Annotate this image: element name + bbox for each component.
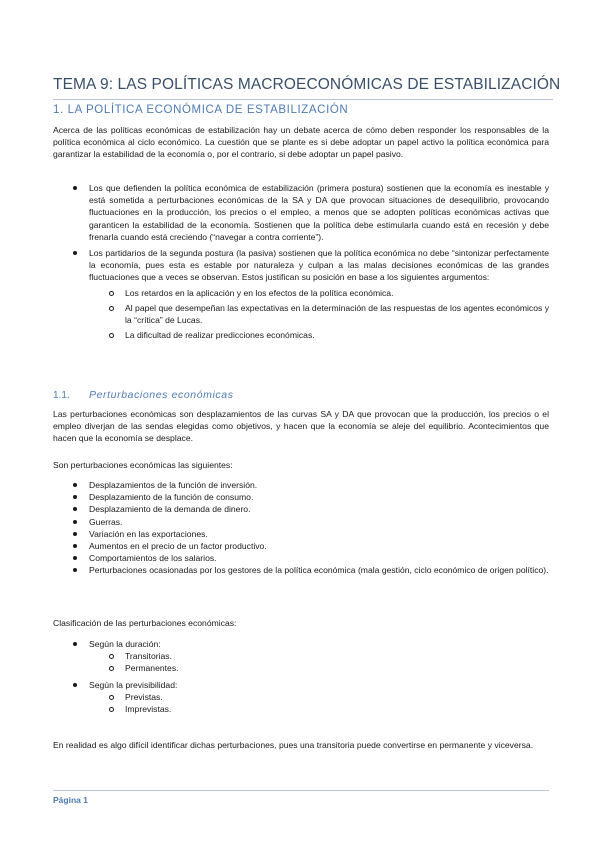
list-item: Comportamientos de los salarios. [53, 552, 549, 564]
classification-list [53, 638, 549, 715]
list-item: Perturbaciones ocasionadas por los gestores de la política económica (mala gestión, ciclo económico de origen político). [53, 564, 549, 576]
footer-divider [53, 790, 549, 791]
subsection-intro-paragraph [53, 408, 549, 445]
sub-list-item: Previstas. [53, 691, 549, 703]
intro-text: Acerca de las políticas económicas de estabilización hay un debate acerca de cómo deben responder los responsables de la política económica al ciclo económico. La cuestión que se plante es si debe adoptar un papel activo la política económica para garantizar la estabilidad de la economía o, por el contrario, si debe adoptar un papel pasivo. [53, 125, 549, 160]
list-item: Los partidarios de la segunda postura (la pasiva) sostienen que la política económica no debe “sintonizar perfectamente la economía, pues esta es estable por naturaleza y culpan a las malas decisiones económicas de las grandes fluctuaciones que a veces se observan. Estos justifican su posición en base a los siguientes argumentos: [53, 247, 549, 284]
sub-list-item: Los retardos en la aplicación y en los efectos de la política económica. [53, 287, 549, 299]
subsection-number: 1.1. [53, 390, 70, 401]
subsection-title: Perturbaciones económicas [89, 389, 234, 401]
list-item: Variación en las exportaciones. [53, 528, 549, 540]
classification-duration: Según la duración: [53, 638, 549, 650]
section-heading: 1. LA POLÍTICA ECONÓMICA DE ESTABILIZACIÓN [53, 104, 349, 116]
sub-list-item: Transitorias. [53, 650, 549, 662]
page-number: Página 1 [53, 795, 88, 805]
sub-list-item: Al papel que desempeñan las expectativas en la determinación de las respuestas de los agentes económicos y la “crítica” de Lucas. [53, 302, 549, 326]
sub-list-item: La dificultad de realizar predicciones económicas. [53, 329, 549, 341]
classification-predictability: Según la previsibilidad: [53, 679, 549, 691]
classification-intro: Clasificación de las perturbaciones económicas: [53, 618, 237, 628]
perturbations-list [53, 479, 549, 577]
list-item: Aumentos en el precio de un factor productivo. [53, 540, 549, 552]
postures-list [53, 182, 549, 341]
list-item: Los que defienden la política económica de estabilización (primera postura) sostienen que la economía es inestable y está sometida a perturbaciones económicas de la SA y DA que provocan situaciones de desequilibrio, provocando fluctuaciones en la producción, los precios o el empleo, a menos que se adopten políticas económicas activas que garanticen la estabilidad de la economía. Sostienen que la política debe estimularla cuando está en recesión y debe frenarla cuando está creciendo (“navegar a contra corriente”). [53, 182, 549, 243]
sub-list-item: Imprevistas. [53, 703, 549, 715]
list-item: Desplazamientos de la función de inversión. [53, 479, 549, 491]
perturbations-list-intro: Son perturbaciones económicas las siguientes: [53, 460, 233, 470]
document-title: TEMA 9: LAS POLÍTICAS MACROECONÓMICAS DE ESTABILIZACIÓN [53, 76, 553, 100]
section-intro-paragraph [53, 124, 549, 161]
subsection-intro-text: Las perturbaciones económicas son desplazamientos de las curvas SA y DA que provocan que la producción, los precios o el empleo diverjan de las sendas elegidas como objetivos, y hacen que la economía se aleje del equilibrio. Acontecimientos que hacen que la economía se desplace. [53, 409, 549, 444]
subsection-heading [53, 389, 234, 401]
list-item: Guerras. [53, 516, 549, 528]
list-item: Desplazamiento de la función de consumo. [53, 491, 549, 503]
closing-paragraph: En realidad es algo difícil identificar dichas perturbaciones, pues una transitoria puede convertirse en permanente y viceversa. [53, 740, 534, 750]
list-item: Desplazamiento de la demanda de dinero. [53, 503, 549, 515]
sub-list-item: Permanentes. [53, 662, 549, 674]
